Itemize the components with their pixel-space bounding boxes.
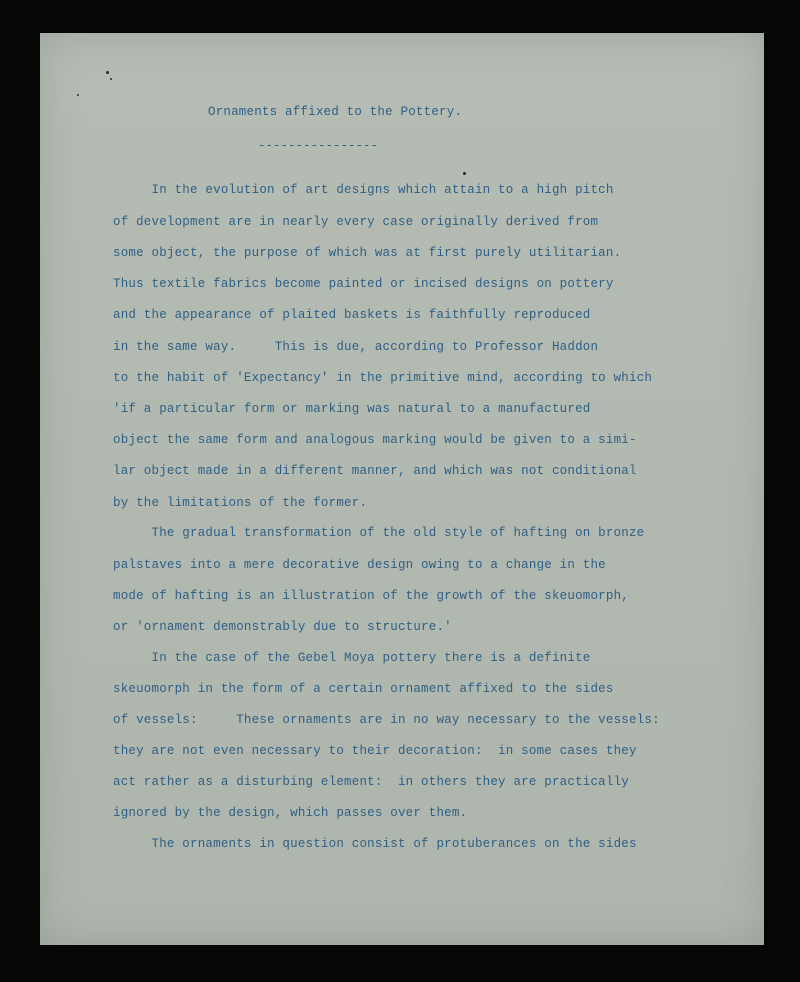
page-title: Ornaments affixed to the Pottery.: [208, 105, 463, 119]
text-line: The ornaments in question consist of protuberances on the sides: [113, 837, 637, 851]
text-line: palstaves into a mere decorative design owing to a change in the: [113, 558, 606, 572]
text-line: act rather as a disturbing element: in others they are practically: [113, 775, 629, 789]
text-line: to the habit of 'Expectancy' in the primitive mind, according to which: [113, 371, 653, 385]
text-line: they are not even necessary to their decoration: in some cases they: [113, 744, 637, 758]
ink-speck: [110, 78, 112, 80]
text-line: of development are in nearly every case originally derived from: [113, 215, 599, 229]
text-line: The gradual transformation of the old style of hafting on bronze: [113, 526, 645, 540]
text-line: 'if a particular form or marking was natural to a manufactured: [113, 402, 591, 416]
text-line: of vessels: These ornaments are in no way necessary to the vessels:: [113, 713, 660, 727]
title-underline: ----------------: [258, 139, 379, 153]
text-line: or 'ornament demonstrably due to structure.': [113, 620, 452, 634]
ink-speck: [106, 71, 109, 74]
text-line: ignored by the design, which passes over them.: [113, 806, 468, 820]
text-line: In the case of the Gebel Moya pottery there is a definite: [113, 651, 591, 665]
text-line: by the limitations of the former.: [113, 496, 368, 510]
ink-speck: [77, 94, 79, 96]
ink-speck: [463, 172, 466, 175]
text-line: In the evolution of art designs which attain to a high pitch: [113, 183, 614, 197]
text-line: lar object made in a different manner, and which was not conditional: [113, 464, 637, 478]
text-line: in the same way. This is due, according to Professor Haddon: [113, 340, 599, 354]
text-line: some object, the purpose of which was at first purely utilitarian.: [113, 246, 622, 260]
text-line: skeuomorph in the form of a certain ornament affixed to the sides: [113, 682, 614, 696]
text-line: mode of hafting is an illustration of the growth of the skeuomorph,: [113, 589, 629, 603]
text-line: Thus textile fabrics become painted or incised designs on pottery: [113, 277, 614, 291]
text-line: and the appearance of plaited baskets is faithfully reproduced: [113, 308, 591, 322]
text-line: object the same form and analogous marking would be given to a simi-: [113, 433, 637, 447]
